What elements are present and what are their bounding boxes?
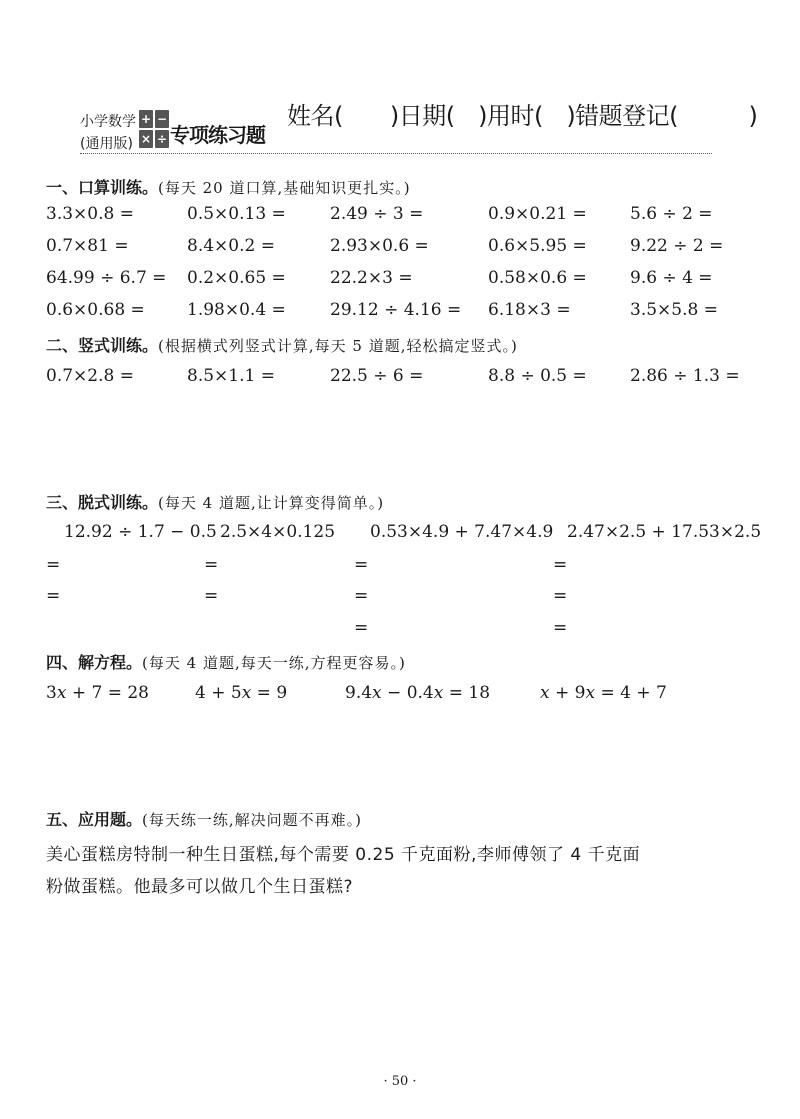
brand-series: 小学数学: [80, 114, 136, 130]
oral-item: 0.7×81 =: [46, 236, 129, 256]
equals-sign: =: [354, 555, 369, 575]
section-2-heading: [46, 333, 518, 356]
oral-item: 5.6 ÷ 2 =: [630, 204, 713, 224]
oral-item: 8.4×0.2 =: [187, 236, 275, 256]
oral-item: 22.2×3 =: [330, 268, 413, 288]
oral-item: 0.2×0.65 =: [187, 268, 286, 288]
word-problem-line-1: 美心蛋糕房特制一种生日蛋糕,每个需要 0.25 千克面粉,李师傅领了 4 千克面: [46, 845, 641, 865]
oral-item: 1.98×0.4 =: [187, 300, 286, 320]
vertical-item: 22.5 ÷ 6 =: [330, 366, 424, 386]
oral-item: 3.5×5.8 =: [630, 300, 718, 320]
equation-item: 9.4x − 0.4x = 18: [345, 683, 491, 703]
equals-sign: =: [354, 586, 369, 606]
oral-item: 0.9×0.21 =: [488, 204, 587, 224]
stepwise-item: 2.47×2.5 + 17.53×2.5: [567, 522, 762, 542]
oral-item: 2.49 ÷ 3 =: [330, 204, 424, 224]
equals-sign: =: [204, 555, 219, 575]
section-4-heading: [46, 650, 406, 673]
vertical-item: 2.86 ÷ 1.3 =: [630, 366, 740, 386]
oral-item: 3.3×0.8 =: [46, 204, 134, 224]
oral-item: 29.12 ÷ 4.16 =: [330, 300, 462, 320]
equation-item: 3x + 7 = 28: [46, 683, 149, 703]
equals-sign: =: [46, 586, 61, 606]
section-5-note: (每天练一练,解决问题不再难。): [142, 811, 362, 829]
section-1-title: 一、口算训练。: [46, 178, 159, 197]
section-2-note: (根据横式列竖式计算,每天 5 道题,轻松搞定竖式。): [158, 337, 518, 355]
section-5-heading: [46, 807, 362, 830]
oral-item: 9.22 ÷ 2 =: [630, 236, 724, 256]
header-divider: [80, 153, 712, 154]
minus-icon: −: [156, 112, 168, 126]
equals-sign: =: [46, 555, 61, 575]
oral-item: 64.99 ÷ 6.7 =: [46, 268, 167, 288]
operator-logo: [139, 110, 169, 150]
page-number: · 50 ·: [383, 1074, 417, 1089]
section-2-title: 二、竖式训练。: [46, 336, 159, 355]
oral-item: 0.58×0.6 =: [488, 268, 587, 288]
section-1-heading: [46, 175, 411, 198]
section-1-note: (每天 20 道口算,基础知识更扎实。): [158, 179, 411, 197]
vertical-item: 8.8 ÷ 0.5 =: [488, 366, 587, 386]
plus-icon: +: [140, 112, 152, 126]
vertical-item: 0.7×2.8 =: [46, 366, 134, 386]
stepwise-item: 12.92 ÷ 1.7 − 0.5: [64, 522, 217, 542]
oral-item: 0.6×5.95 =: [488, 236, 587, 256]
equation-item: 4 + 5x = 9: [195, 683, 288, 703]
oral-item: 0.5×0.13 =: [187, 204, 286, 224]
oral-item: 9.6 ÷ 4 =: [630, 268, 713, 288]
equals-sign: =: [553, 618, 568, 638]
section-4-title: 四、解方程。: [46, 653, 143, 672]
brand-edition: (通用版): [80, 136, 133, 152]
brand-title: 专项练习题: [170, 123, 265, 147]
oral-item: 6.18×3 =: [488, 300, 571, 320]
stepwise-item: 2.5×4×0.125: [220, 522, 336, 542]
divide-icon: ÷: [156, 132, 168, 146]
equation-item: x + 9x = 4 + 7: [540, 683, 667, 703]
section-3-title: 三、脱式训练。: [46, 493, 159, 512]
word-problem-line-2: 粉做蛋糕。他最多可以做几个生日蛋糕?: [46, 877, 354, 897]
vertical-item: 8.5×1.1 =: [187, 366, 275, 386]
section-3-note: (每天 4 道题,让计算变得简单。): [158, 494, 385, 512]
equals-sign: =: [553, 555, 568, 575]
equals-sign: =: [204, 586, 219, 606]
oral-item: 0.6×0.68 =: [46, 300, 145, 320]
times-icon: ×: [140, 132, 152, 146]
section-4-note: (每天 4 道题,每天一练,方程更容易。): [142, 654, 406, 672]
oral-item: 2.93×0.6 =: [330, 236, 429, 256]
equals-sign: =: [354, 618, 369, 638]
student-info-fields: 姓名( )日期( )用时( )错题登记( ): [287, 102, 758, 130]
equals-sign: =: [553, 586, 568, 606]
section-3-heading: [46, 490, 384, 513]
stepwise-item: 0.53×4.9 + 7.47×4.9: [370, 522, 554, 542]
section-5-title: 五、应用题。: [46, 810, 143, 829]
